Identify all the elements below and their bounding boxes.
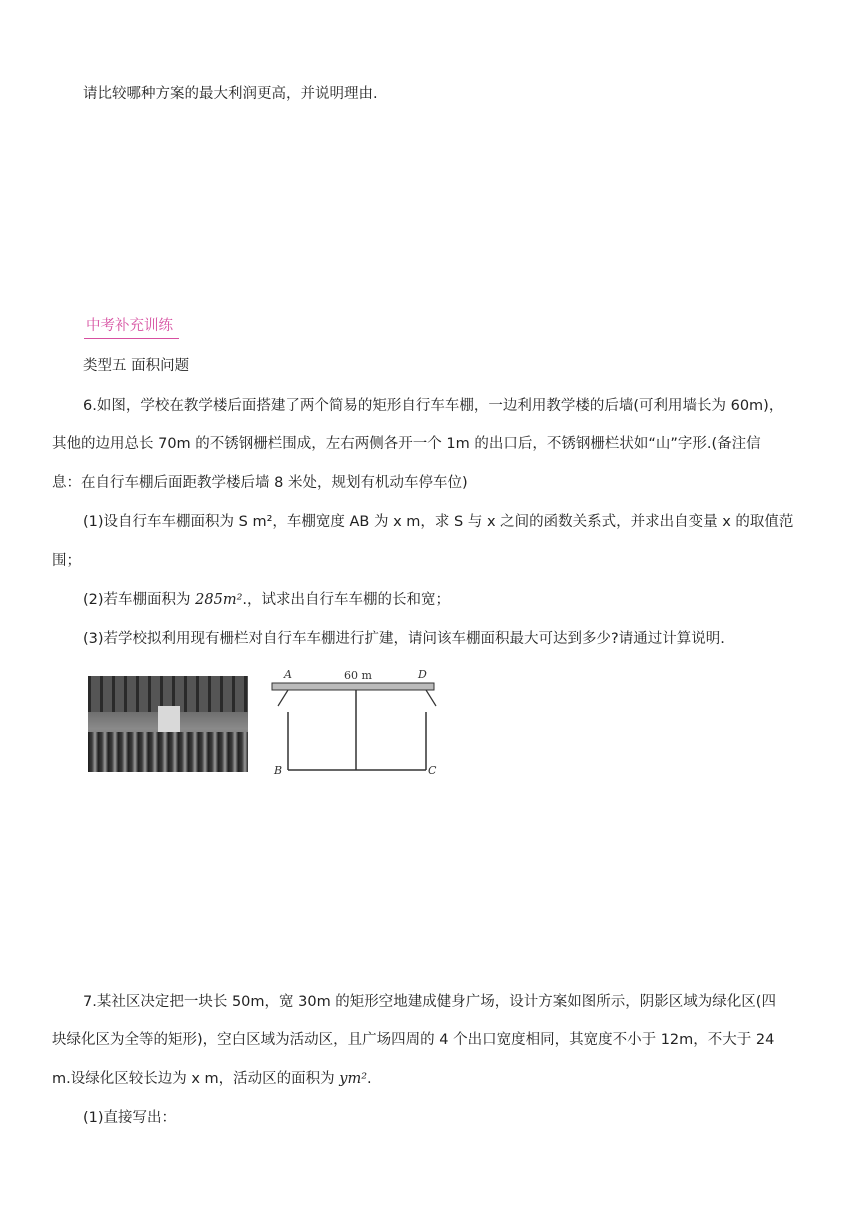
question-6-part-2-text: .，试求出自行车车棚的长和宽； [242, 592, 451, 608]
question-7-part-1: (1)直接写出： [83, 1110, 177, 1126]
area-formula: 285m² [195, 592, 243, 608]
question-6-part-2-text: (2)若车棚面积为 [83, 592, 196, 608]
subsection-title: 类型五 面积问题 [83, 358, 190, 374]
label-a: A [284, 668, 292, 681]
question-6-part-3: (3)若学校拟利用现有栅栏对自行车车棚进行扩建，请问该车棚面积最大可达到多少?请通过计算说明. [83, 631, 725, 647]
question-7-text: 7.某社区决定把一块长 50m，宽 30m 的矩形空地建成健身广场，设计方案如图所示，阴影区域为绿化区(四 [83, 994, 776, 1010]
question-6-part-1: 围； [52, 553, 81, 569]
section-heading: 中考补充训练 [84, 316, 179, 339]
area-variable: ym² [339, 1071, 368, 1087]
label-b: B [274, 764, 283, 777]
bike-shed-photo [88, 676, 248, 772]
question-7-text [52, 1069, 372, 1089]
question-6-text: 其他的边用总长 70m 的不锈钢栅栏围成，左右两侧各开一个 1m 的出口后，不锈钢栅栏状如“山”字形.(备注信 [52, 436, 761, 452]
question-7-text: 块绿化区为全等的矩形)，空白区域为活动区，且广场四周的 4 个出口宽度相同，其宽度不小于 12m，不大于 24 [52, 1032, 775, 1048]
text-line: 请比较哪种方案的最大利润更高，并说明理由. [83, 86, 378, 102]
wall-length-label: 60 m [344, 669, 372, 682]
label-d: D [418, 668, 427, 681]
question-6-part-2 [83, 590, 450, 610]
question-6-part-1: (1)设自行车车棚面积为 S m²，车棚宽度 AB 为 x m，求 S 与 x 之间的函数关系式，并求出自变量 x 的取值范 [83, 514, 794, 530]
label-c: C [428, 764, 437, 777]
question-7-text-part: m.设绿化区较长边为 x m，活动区的面积为 [52, 1071, 340, 1087]
wall-bar [272, 683, 434, 690]
question-7-text-part: . [367, 1071, 372, 1087]
question-6-text: 6.如图，学校在教学楼后面搭建了两个简易的矩形自行车车棚，一边利用教学楼的后墙(可利用墙长为 60m)， [83, 398, 784, 414]
bike-shed-diagram [268, 666, 448, 778]
question-6-text: 息：在自行车棚后面距教学楼后墙 8 米处，规划有机动车停车位) [52, 475, 468, 491]
